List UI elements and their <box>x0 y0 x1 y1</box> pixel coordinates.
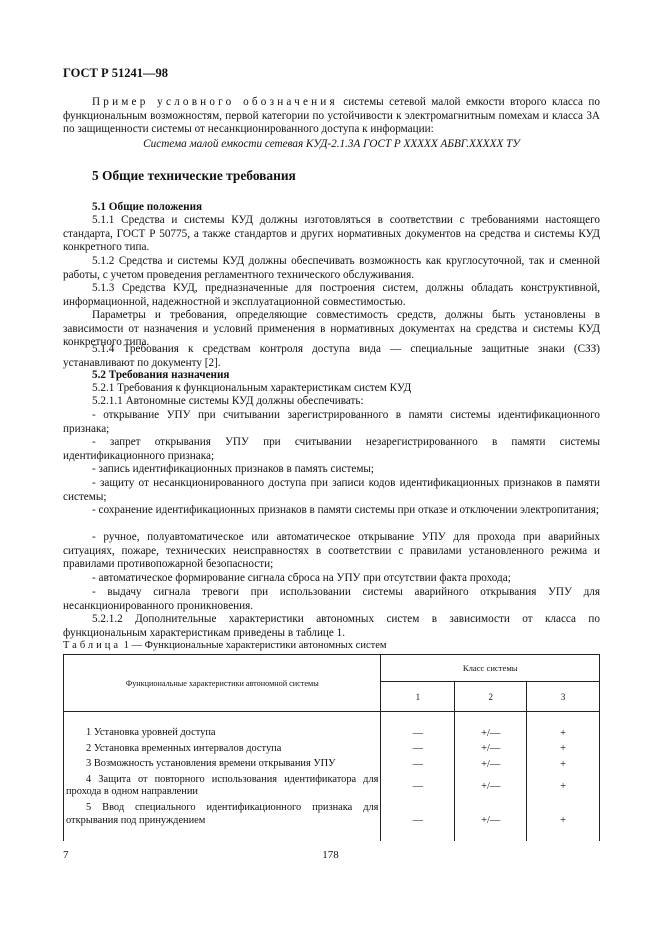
paragraph-5-2-1-1: 5.2.1.1 Автономные системы КУД должны обеспечивать: <box>92 395 364 407</box>
table-caption-lead: Таблица <box>63 640 122 651</box>
example-designation: Система малой емкости сетевая КУД-2.1.3А ГОСТ Р XXXXX АБВГ.XXXXX ТУ <box>143 138 520 150</box>
table-cell: + <box>527 801 600 841</box>
table-cell: — <box>381 801 455 841</box>
table-row-label <box>64 742 381 758</box>
list-item: - запрет открывания УПУ при считывании незарегистрированного в памяти системы идентификационного признака; <box>63 436 600 462</box>
table-caption <box>63 640 387 651</box>
table-row <box>64 757 600 773</box>
table-spacer-row <box>64 712 600 727</box>
table-cell: +/— <box>455 757 527 773</box>
list-item: - автоматическое формирование сигнала сброса на УПУ при отсутствии факта прохода; <box>92 572 511 584</box>
example-paragraph <box>63 96 600 137</box>
section-title: 5 Общие технические требования <box>92 168 296 183</box>
page-number: 178 <box>322 849 339 861</box>
table-cell: +/— <box>455 726 527 742</box>
paragraph-5-1-1: 5.1.1 Средства и системы КУД должны изготовляться в соответствии с требованиями настоящего стандарта, ГОСТ Р 50775, а также стандартов и других нормативных документов на средства и системы КУД конкретного типа. <box>63 214 600 254</box>
list-item: - ручное, полуавтоматическое или автоматическое открывание УПУ для прохода при аварийных ситуациях, пожаре, технических неисправностях в соответствии с правилами установленного режима и правилами противопожарной безопасности; <box>63 531 600 571</box>
list-item: - защиту от несанкционированного доступа при записи кодов идентификационных признаков в памяти системы; <box>63 477 600 503</box>
list-item: - сохранение идентификационных признаков в памяти системы при отказе и отключении электропитания; <box>92 504 600 516</box>
table-row-label <box>64 757 381 773</box>
table-cell: — <box>381 742 455 758</box>
table-header-class-3: 3 <box>527 682 600 712</box>
table-caption-text: 1 — Функциональные характеристики автономных систем <box>121 640 387 651</box>
list-item: - выдачу сигнала тревоги при использовании системы аварийного открывания УПУ для несанкционированного проникновения. <box>63 586 600 612</box>
table-row-label <box>64 801 381 841</box>
table-header-class: Класс системы <box>381 655 600 682</box>
row-number: 2 <box>86 742 92 754</box>
functional-characteristics-table <box>63 654 600 841</box>
standard-header: ГОСТ Р 51241—98 <box>63 66 169 80</box>
table-row <box>64 801 600 841</box>
row-text: Защита от повторного использования идентификатора для прохода в одном направлении <box>66 773 379 798</box>
list-item: - запись идентификационных признаков в память системы; <box>92 463 375 475</box>
paragraph-5-2-1-2: 5.2.1.2 Дополнительные характеристики автономных систем в зависимости от класса по функциональным характеристикам приведены в таблице 1. <box>63 613 600 639</box>
table-cell: — <box>381 773 455 801</box>
table-row <box>64 726 600 742</box>
table-row-label <box>64 726 381 742</box>
example-lead: Пример условного обозначения <box>92 96 338 108</box>
table-cell: + <box>527 742 600 758</box>
table-cell: +/— <box>455 742 527 758</box>
row-text: Ввод специального идентификационного признака для открывания под принуждением <box>66 801 379 826</box>
paragraph-5-1-2: 5.1.2 Средства и системы КУД должны обеспечивать возможность как круглосуточной, так и сменной работы, с учетом проведения регламентного технического обслуживания. <box>63 255 600 281</box>
table-cell: — <box>381 726 455 742</box>
row-text: Установка временных интервалов доступа <box>93 742 282 754</box>
row-number: 3 <box>86 758 92 770</box>
table-cell: + <box>527 773 600 801</box>
row-number: 5 <box>86 801 92 813</box>
row-text: Возможность установления времени открывания УПУ <box>93 758 336 770</box>
paragraph-5-2-1: 5.2.1 Требования к функциональным характеристикам систем КУД <box>92 382 412 394</box>
table-cell: +/— <box>455 773 527 801</box>
table-cell: + <box>527 757 600 773</box>
paragraph-5-1-4: 5.1.4 Требования к средствам контроля доступа вида — специальные защитные знаки (СЗЗ) устанавливают по документу [2]. <box>63 343 600 369</box>
row-number: 4 <box>86 773 92 785</box>
table-header-characteristics: Функциональные характеристики автономной системы <box>64 655 381 712</box>
row-number: 1 <box>86 727 92 738</box>
table-row <box>64 742 600 758</box>
table-cell: — <box>381 757 455 773</box>
paragraph-5-1-3: 5.1.3 Средства КУД, предназначенные для построения систем, должны обладать конструктивной, информационной, надежностной и эксплуатационной совместимостью. <box>63 282 600 308</box>
row-text: Установка уровней доступа <box>93 727 216 738</box>
table-header-class-1: 1 <box>381 682 455 712</box>
footer-left-number: 7 <box>63 849 69 861</box>
table-row-label <box>64 773 381 801</box>
table-row <box>64 773 600 801</box>
table-header-class-2: 2 <box>455 682 527 712</box>
paragraph-compat: Параметры и требования, определяющие совместимость средств, должны быть установлены в зависимости от назначения и условий применения в нормативных документах на средства и системы КУД конкретного типа. <box>63 309 600 349</box>
example-text: системы сетевой малой емкости второго класса по функциональным возможностям, первой категории по устойчивости к электромагнитным помехам и класса 3А по защищенности системы от несанкционированного доступа к информации: <box>63 96 601 136</box>
table-cell: +/— <box>455 801 527 841</box>
subsection-5-2-heading: 5.2 Требования назначения <box>92 369 230 381</box>
list-item: - открывание УПУ при считывании зарегистрированного в памяти системы идентификационного признака; <box>63 409 600 435</box>
table-cell: + <box>527 726 600 742</box>
subsection-5-1-heading: 5.1 Общие положения <box>92 201 203 213</box>
